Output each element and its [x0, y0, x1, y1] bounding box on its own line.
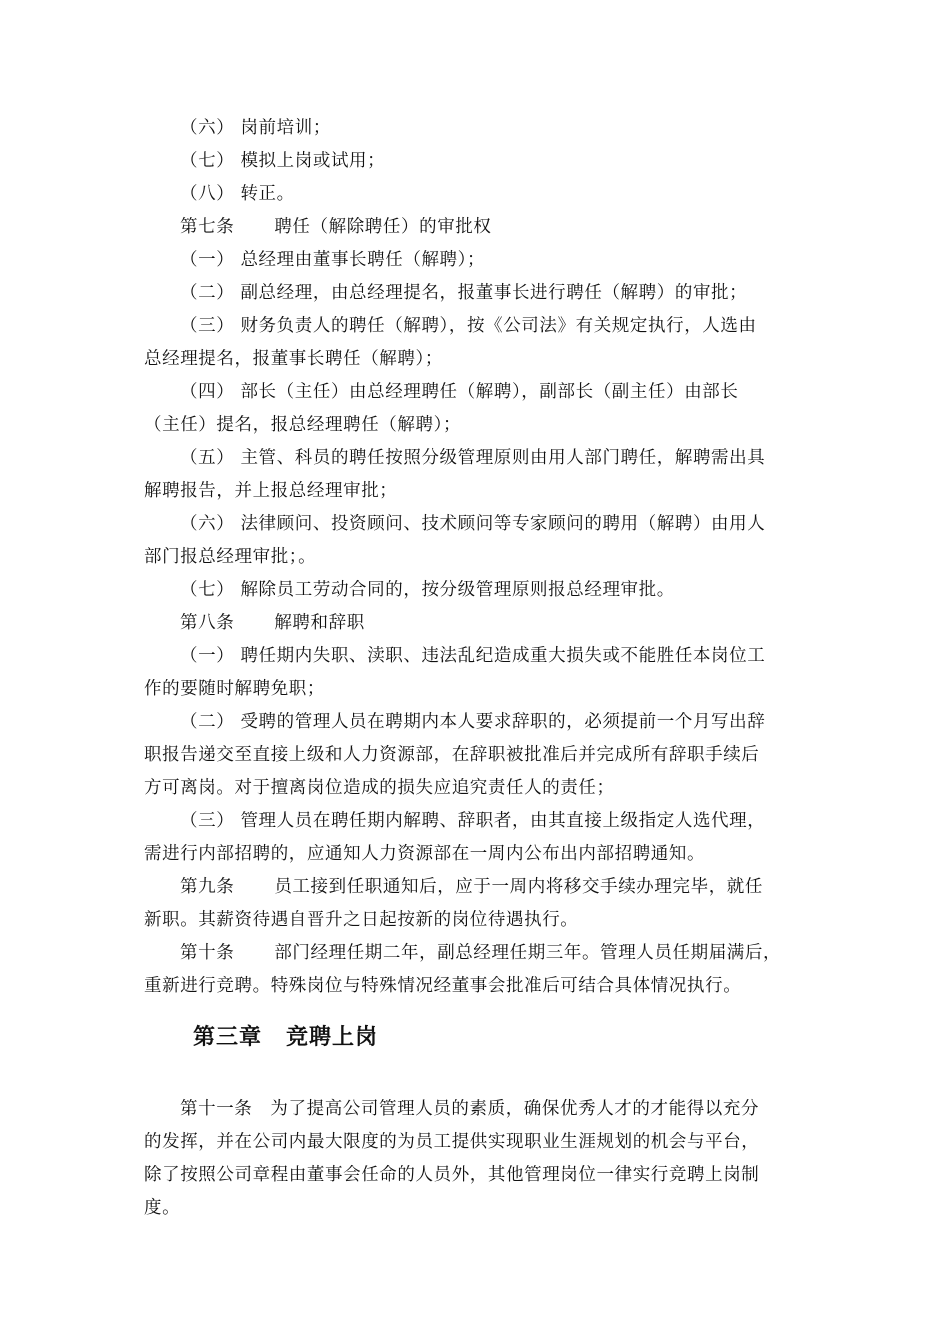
- article-number: 第九条: [180, 877, 235, 897]
- article-number: 第七条: [180, 217, 235, 237]
- text-line: （二） 受聘的管理人员在聘期内本人要求辞职的，必须提前一个月写出辞: [180, 712, 766, 732]
- text-line: 方可离岗。对于擅离岗位造成的损失应追究责任人的责任；: [144, 778, 615, 798]
- chapter-number: 第三章: [193, 1025, 263, 1050]
- text-line: 重新进行竞聘。特殊岗位与特殊情况经董事会批准后可结合具体情况执行。: [144, 976, 742, 996]
- text-line: （八） 转正。: [180, 184, 295, 204]
- text-line: 解聘报告，并上报总经理审批；: [144, 481, 398, 501]
- article-heading: 聘任（解除聘任）的审批权: [274, 217, 492, 237]
- text-line: （六） 法律顾问、投资顾问、技术顾问等专家顾问的聘用（解聘）由用人: [180, 514, 766, 534]
- text-line: （七） 解除员工劳动合同的，按分级管理原则报总经理审批。: [180, 580, 675, 600]
- text-line: （四） 部长（主任）由总经理聘任（解聘），副部长（副主任）由部长: [180, 382, 739, 402]
- chapter-heading: [193, 1022, 378, 1054]
- article-line: [180, 611, 365, 635]
- text-line: 职报告递交至直接上级和人力资源部，在辞职被批准后并完成所有辞职手续后: [144, 745, 760, 765]
- text-line: （三） 管理人员在聘任期内解聘、辞职者，由其直接上级指定人选代理，: [180, 811, 766, 831]
- text-line: （一） 总经理由董事长聘任（解聘）；: [180, 250, 486, 270]
- article-number: 第十条: [180, 943, 235, 963]
- article-text: 部门经理任期二年，副总经理任期三年。管理人员任期届满后，: [274, 943, 782, 963]
- text-line: （主任）提名，报总经理聘任（解聘）；: [144, 415, 462, 435]
- text-line: （一） 聘任期内失职、渎职、违法乱纪造成重大损失或不能胜任本岗位工: [180, 646, 766, 666]
- text-line: （七） 模拟上岗或试用；: [180, 151, 386, 171]
- text-line: （五） 主管、科员的聘任按照分级管理原则由用人部门聘任，解聘需出具: [180, 448, 766, 468]
- text-line: 部门报总经理审批；。: [144, 547, 317, 567]
- article-heading: 解聘和辞职: [274, 613, 365, 633]
- text-line: （三） 财务负责人的聘任（解聘），按《公司法》有关规定执行，人选由: [180, 316, 757, 336]
- text-line: 除了按照公司章程由董事会任命的人员外，其他管理岗位一律实行竞聘上岗制: [144, 1165, 760, 1185]
- article-line: [180, 941, 781, 965]
- text-line: 的发挥，并在公司内最大限度的为员工提供实现职业生涯规划的机会与平台，: [144, 1132, 760, 1152]
- text-line: 需进行内部招聘的，应通知人力资源部在一周内公布出内部招聘通知。: [144, 844, 706, 864]
- article-line: [180, 1097, 759, 1121]
- article-text: 员工接到任职通知后，应于一周内将移交手续办理完毕，就任: [274, 877, 764, 897]
- text-line: 总经理提名，报董事长聘任（解聘）；: [144, 349, 443, 369]
- article-number: 第八条: [180, 613, 235, 633]
- text-line: 新职。其薪资待遇自晋升之日起按新的岗位待遇执行。: [144, 910, 579, 930]
- text-line: （二） 副总经理，由总经理提名，报董事长进行聘任（解聘）的审批；: [180, 283, 748, 303]
- article-number: 第十一条: [180, 1099, 253, 1119]
- chapter-title: 竞聘上岗: [286, 1025, 379, 1050]
- text-line: 度。: [144, 1198, 181, 1218]
- article-text: 为了提高公司管理人员的素质，确保优秀人才的才能得以充分: [270, 1099, 760, 1119]
- text-line: 作的要随时解聘免职；: [144, 679, 325, 699]
- article-line: [180, 215, 492, 239]
- text-line: （六） 岗前培训；: [180, 118, 331, 138]
- article-line: [180, 875, 763, 899]
